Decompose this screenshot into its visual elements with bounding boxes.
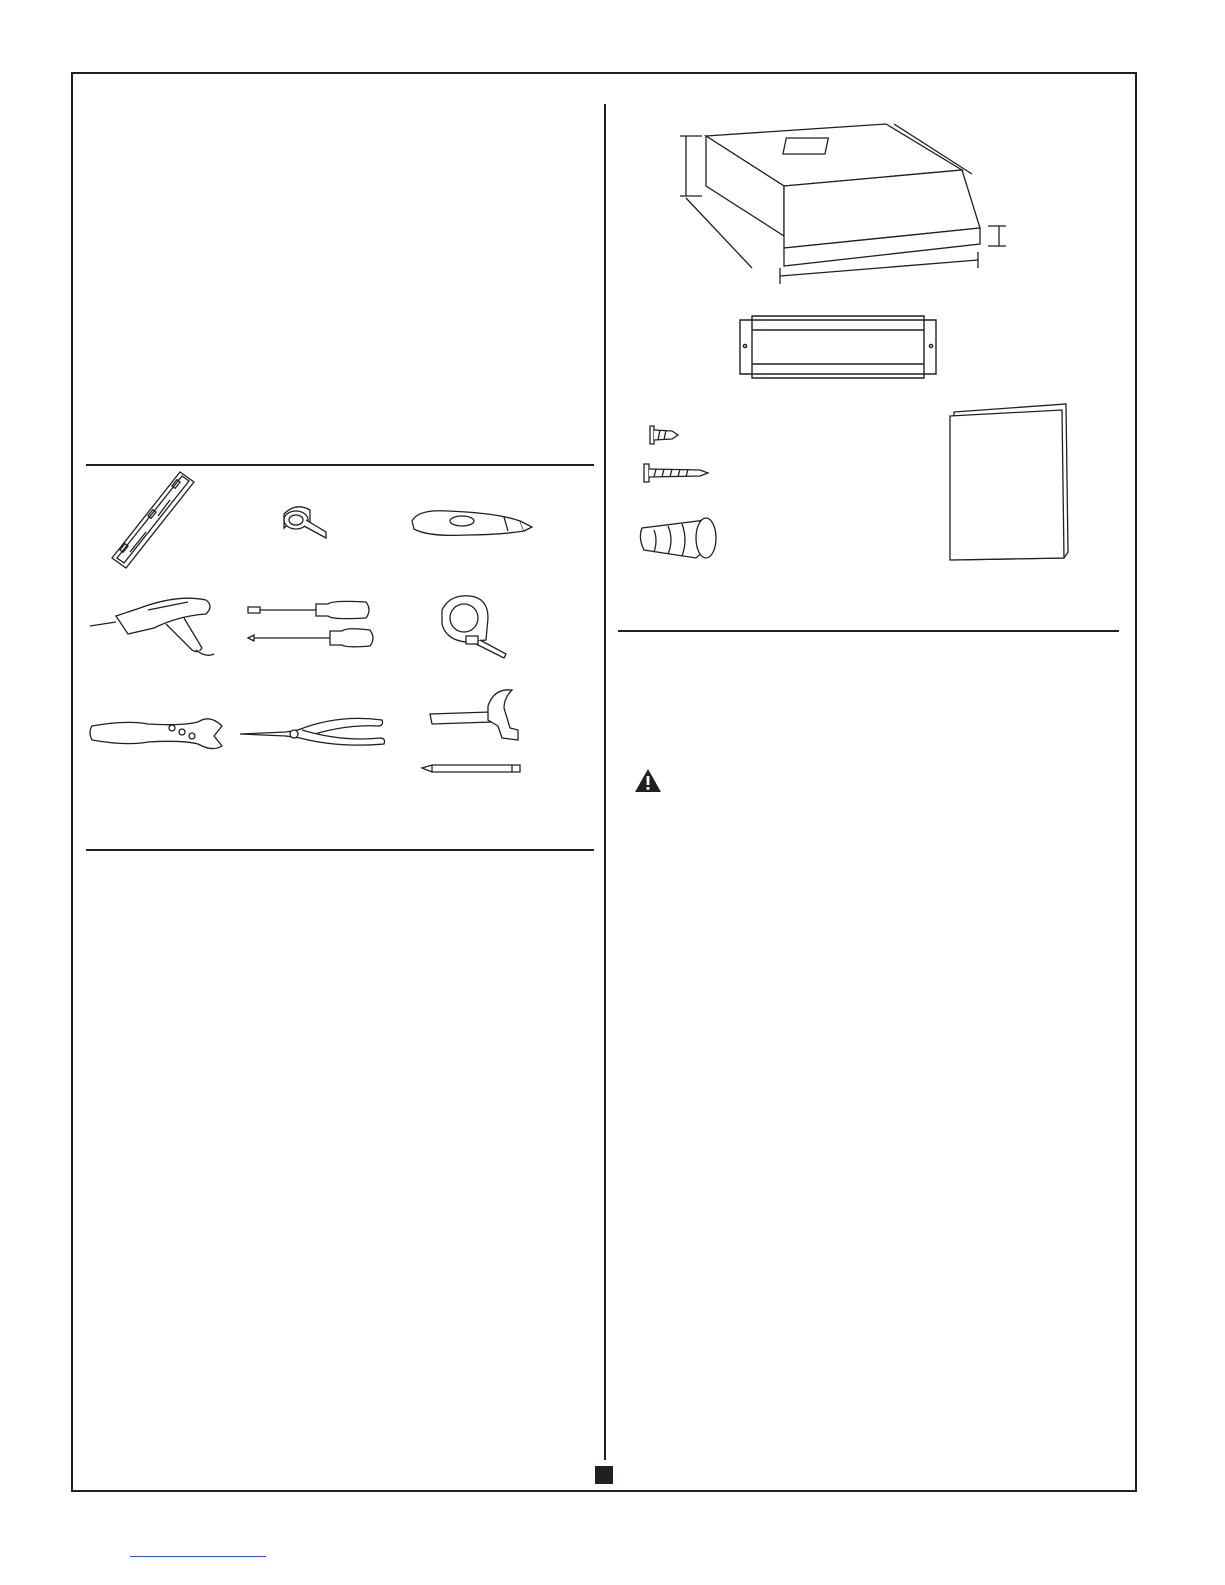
adjustable-wrench-icon	[86, 712, 226, 754]
long-screw-icon	[640, 462, 710, 484]
column-divider	[604, 104, 606, 1460]
bottom-link-underline[interactable]	[130, 1556, 266, 1557]
screwdrivers-icon	[246, 598, 376, 658]
damper-bracket-icon	[738, 316, 938, 380]
warning-triangle-icon	[634, 768, 662, 794]
utility-knife-icon	[408, 505, 536, 541]
range-hood-icon	[676, 116, 1016, 296]
instruction-manual-icon	[946, 402, 1078, 564]
page-marker	[595, 1466, 613, 1484]
power-drill-icon	[88, 588, 216, 660]
hammer-icon	[428, 686, 520, 744]
tools-section-rule	[86, 464, 594, 466]
pencil-icon	[420, 762, 524, 776]
tape-roll-icon	[280, 502, 330, 542]
tape-measure-icon	[436, 592, 510, 660]
right-section-rule	[618, 630, 1119, 632]
pliers-icon	[238, 712, 388, 752]
short-screw-icon	[644, 424, 680, 446]
wire-nut-icon	[636, 514, 720, 560]
level-icon	[108, 470, 198, 570]
lower-left-section-rule	[86, 849, 594, 851]
